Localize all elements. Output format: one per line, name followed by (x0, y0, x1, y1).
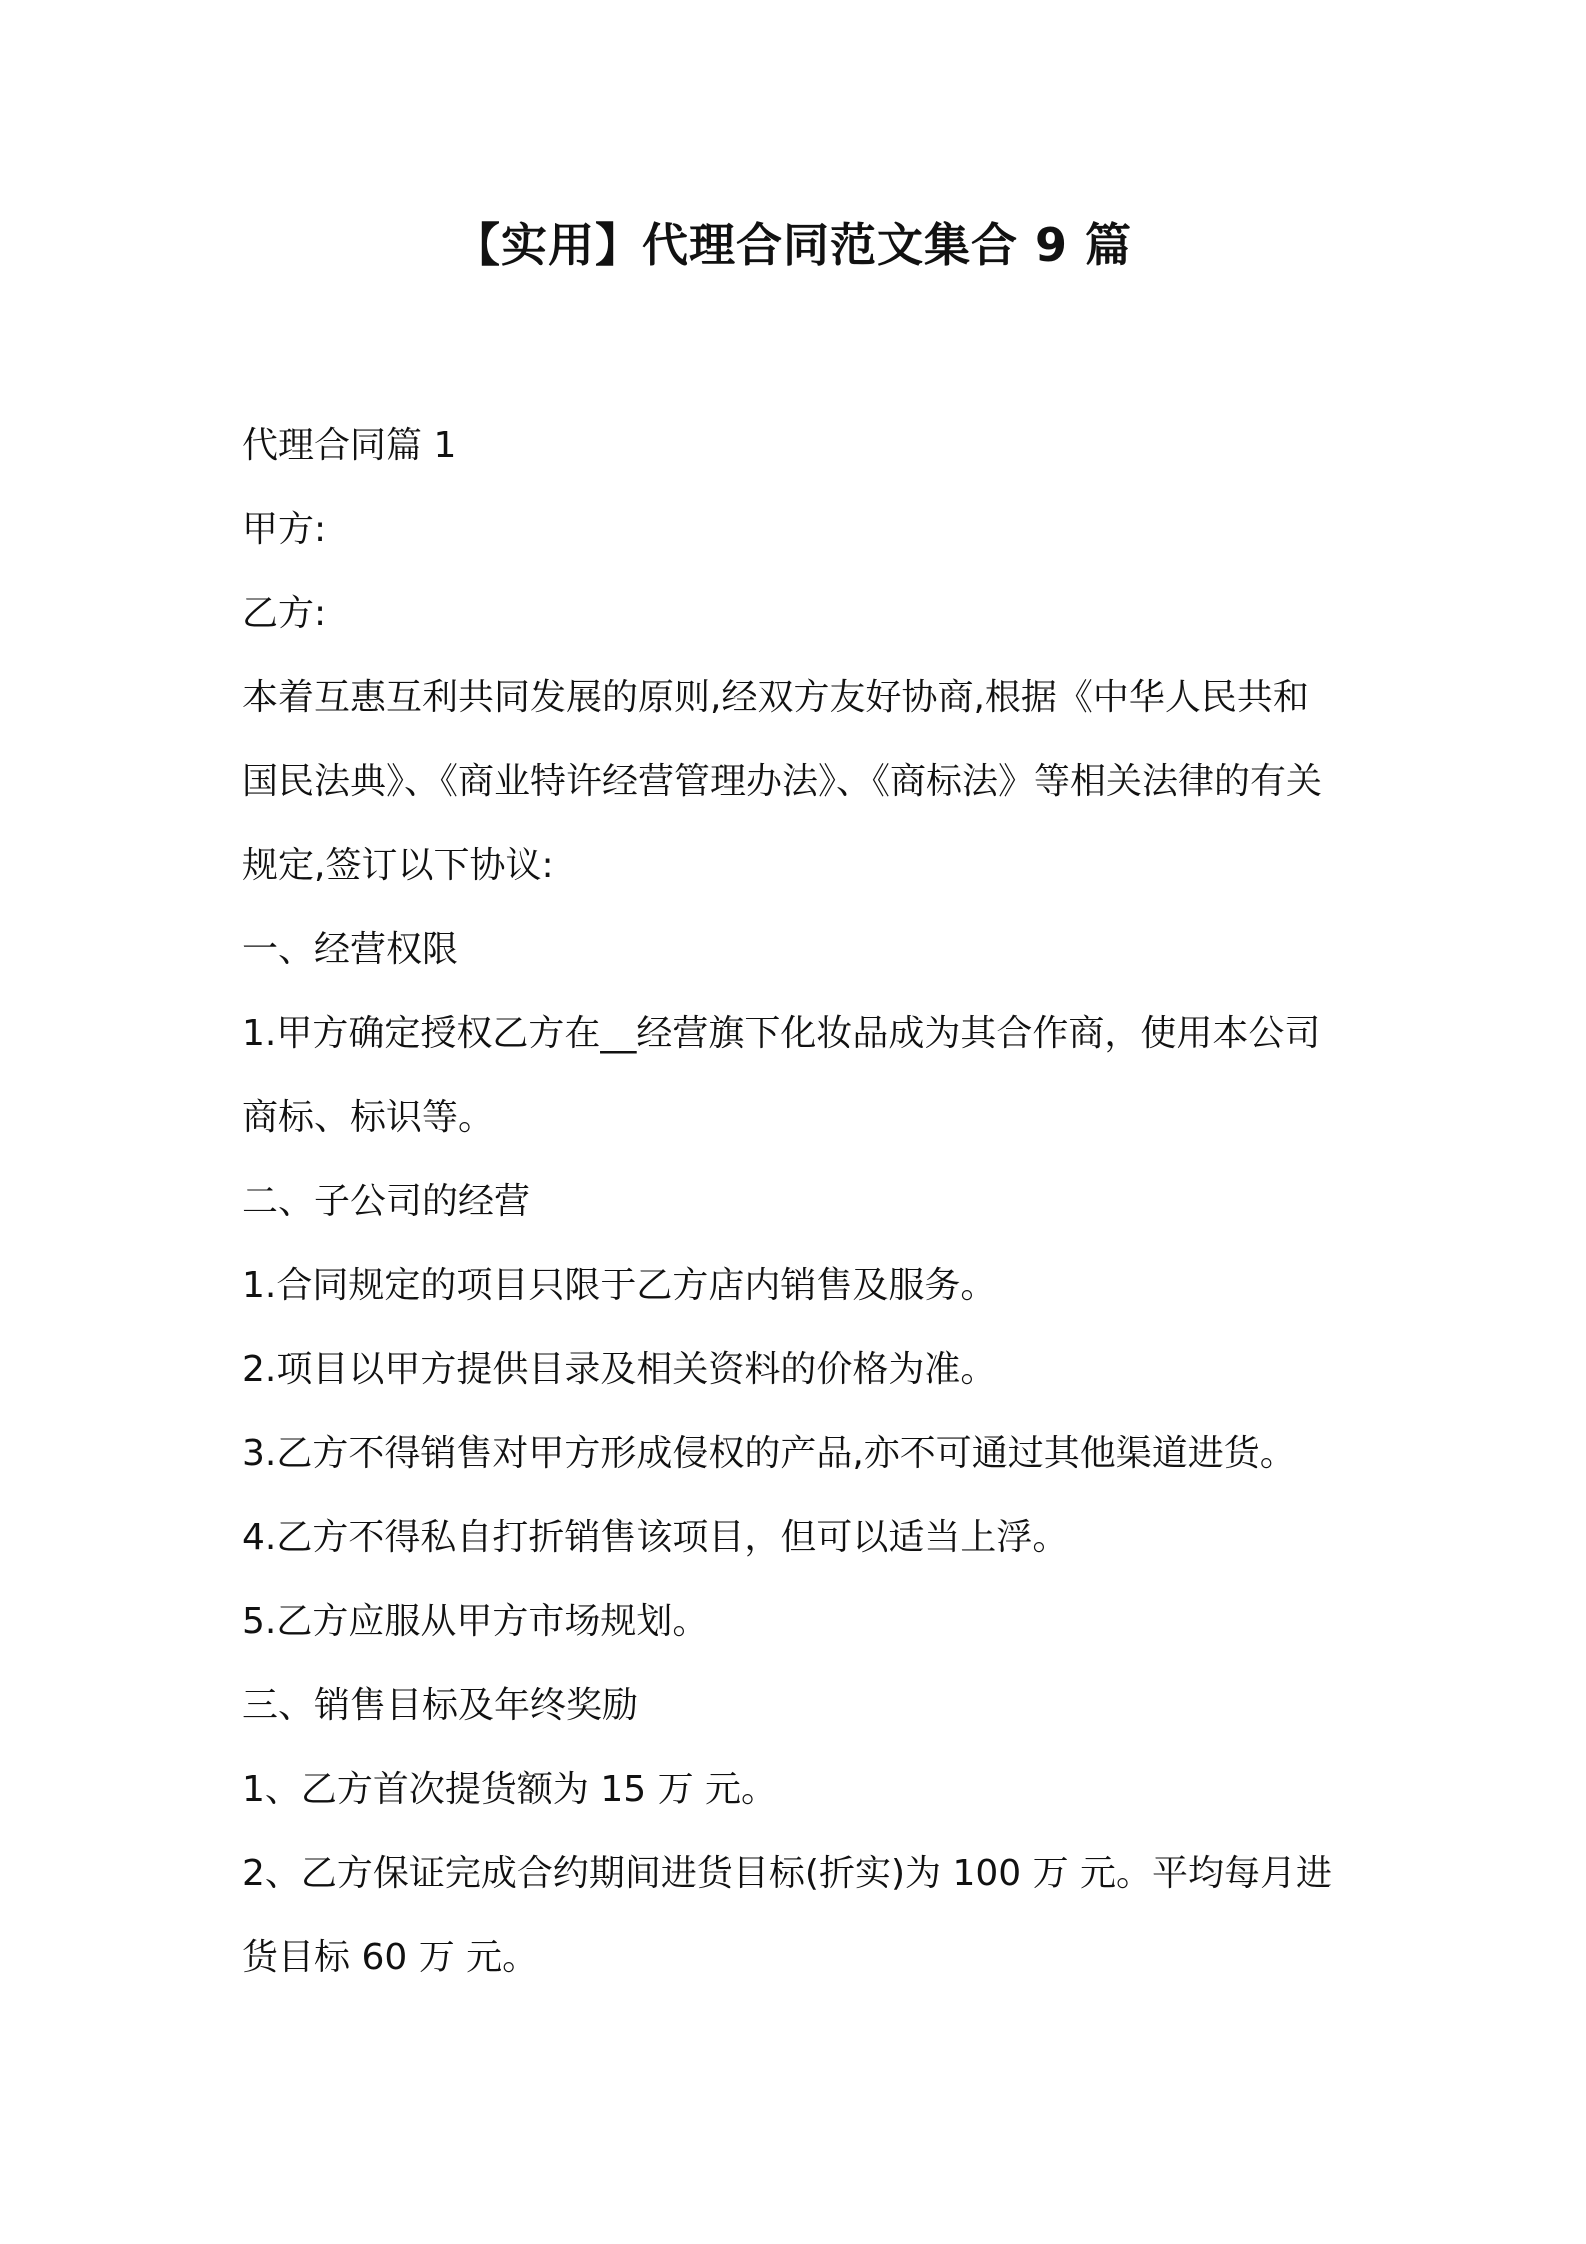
party-b-line: 乙方: (242, 593, 327, 634)
paragraph-line: 规定,签订以下协议: (242, 845, 554, 886)
paragraph-line: 国民法典》、《商业特许经营管理办法》、《商标法》等相关法律的有关 (242, 761, 1323, 802)
clause-item: 货目标 60 万 元。 (242, 1937, 539, 1978)
clause-item: 2、乙方保证完成合约期间进货目标(折实)为 100 万 元。平均每月进 (242, 1853, 1333, 1894)
clause-item: 1.甲方确定授权乙方在__经营旗下化妆品成为其合作商，使用本公司 (242, 1013, 1321, 1054)
clause-item: 3.乙方不得销售对甲方形成侵权的产品,亦不可通过其他渠道进货。 (242, 1433, 1296, 1474)
paragraph-line: 本着互惠互利共同发展的原则,经双方友好协商,根据《中华人民共和 (242, 677, 1309, 718)
document-body (242, 404, 1362, 2000)
clause-item: 商标、标识等。 (242, 1097, 495, 1138)
clause-item: 1.合同规定的项目只限于乙方店内销售及服务。 (242, 1265, 997, 1306)
clause-heading: 一、经营权限 (242, 929, 459, 970)
section-heading: 代理合同篇 1 (242, 425, 457, 466)
clause-heading: 三、销售目标及年终奖励 (242, 1685, 639, 1726)
document-title: 【实用】代理合同范文集合 9 篇 (453, 218, 1133, 272)
clause-item: 1、乙方首次提货额为 15 万 元。 (242, 1769, 778, 1810)
clause-heading: 二、子公司的经营 (242, 1181, 531, 1222)
party-a-line: 甲方: (242, 509, 327, 550)
clause-item: 2.项目以甲方提供目录及相关资料的价格为准。 (242, 1349, 997, 1390)
clause-item: 4.乙方不得私自打折销售该项目，但可以适当上浮。 (242, 1517, 1069, 1558)
clause-item: 5.乙方应服从甲方市场规划。 (242, 1601, 709, 1642)
